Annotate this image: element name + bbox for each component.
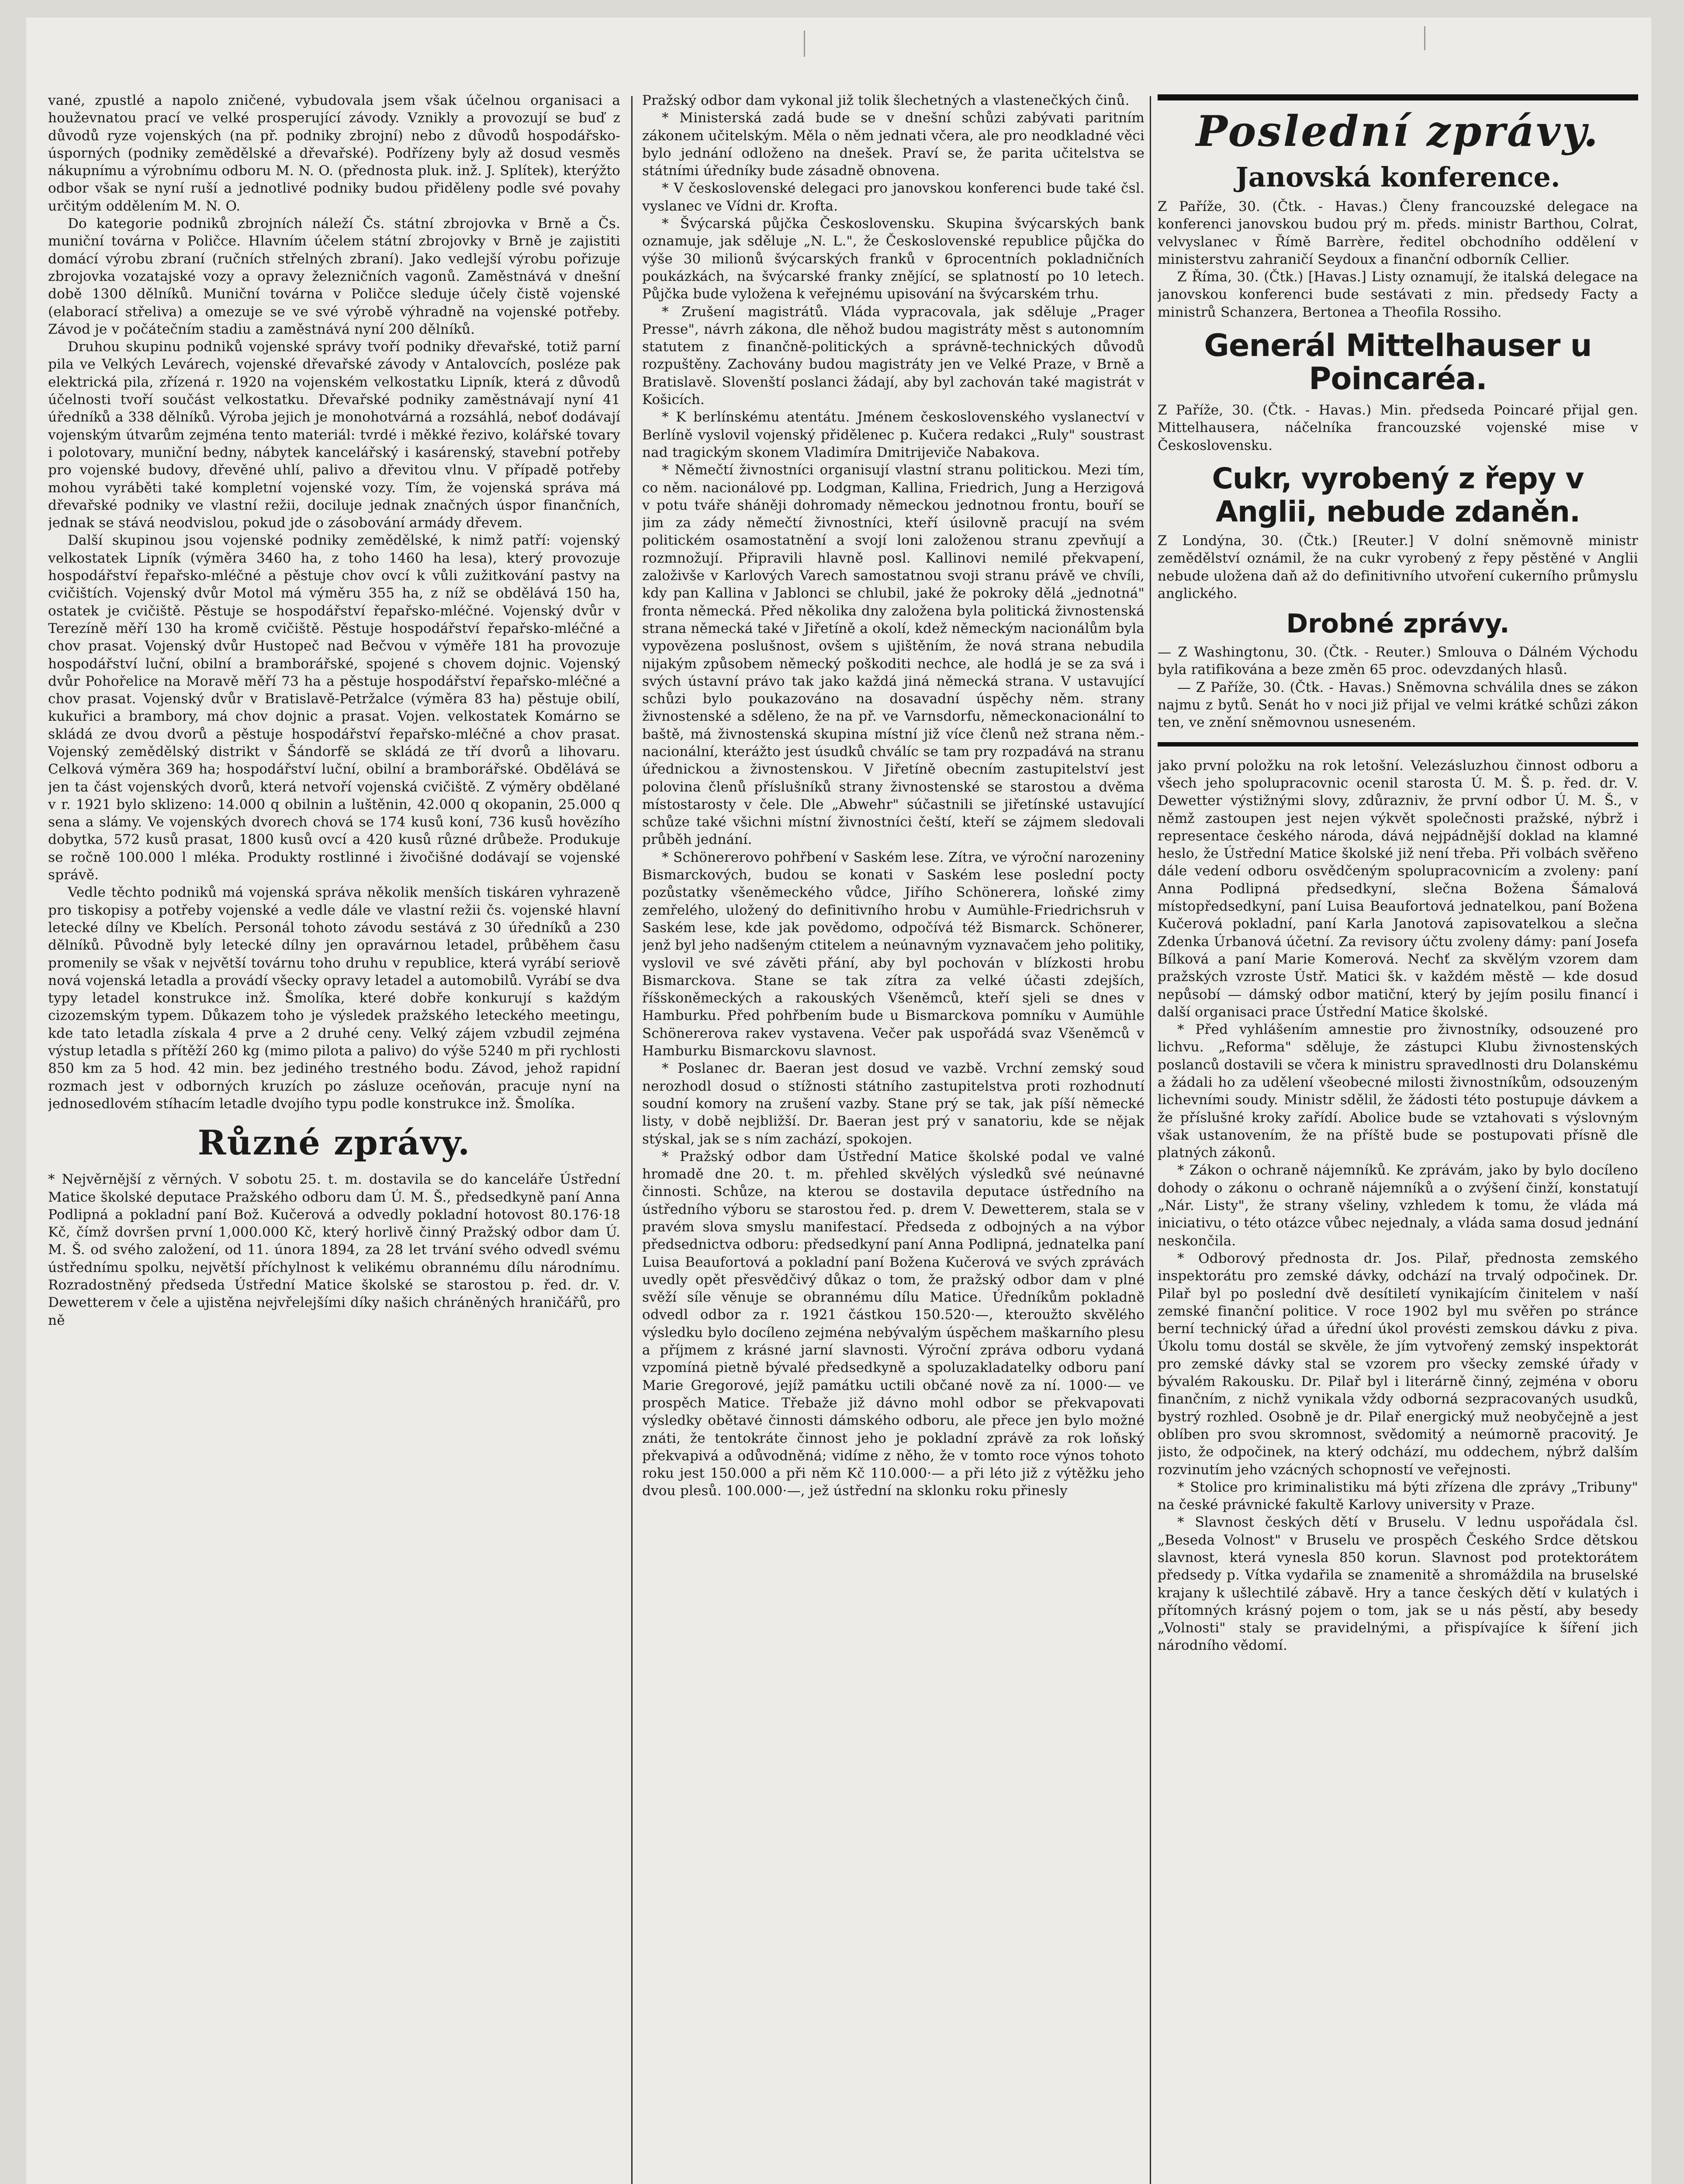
headline-drobne-zpravy: Drobné zprávy. [1286, 608, 1510, 639]
col1-paragraph: Vedle těchto podniků má vojenská správa několik menších tiskáren vyhrazeně pro tiskopisy a potřeby vojenské a vedle dále ve vlastní režii čs. vojenské hlavní letecké dílny ve Kbelích. Personál tohoto závodu sestává z 30 úředníků a 230 dělníků. Původně byly letecké dílny jen opravárnou letadel, průběhem času promenily se však v největší továrnu toho druhu v republice, která vyrábí seriově nová vojenská letadla a provádí všecky opravy letadel a automobilů. Vyrábí se dva typy letadel konstrukce inž. Šmolíka, které dobře konkurují s každým cizozemským typem. Důkazem toho je výsledek pražského leteckého meetingu, kde tato letadla získala 4 prve a 2 druhé ceny. Velký zájem vzbudil zejména výstup letadla s přítěží 260 kg (mimo pilota a palivo) do výše 5240 m při rychlosti 850 km za 5 hod. 42 min. bez jediného trestného bodu. Závod, jehož rapidní rozmach jest v odborných kruzích po zásluze oceňován, pracuje nyní na jednosedlovém stíhacím letadle dvojího typu podle konstrukce inž. Šmolíka. [48, 885, 620, 1112]
col2-paragraph: Pražský odbor dam vykonal již tolik šlechetných a vlastenečkých činů. [642, 93, 1130, 108]
column-3 [1158, 92, 1638, 2184]
col2-paragraph: * Poslanec dr. Baeran jest dosud ve vazbě. Vrchní zemský soud nerozhodl dosud o stížnosti státního zastupitelstva proti rozhodnutí soudní komory na zrušení vazby. Stane prý se tak, jak píší německé listy, v době nejbližší. Dr. Baeran jest prý v sanatoriu, kde se nějak stýskal, jak se s ním zachází, spokojen. [642, 1061, 1145, 1147]
headline-cukr: Cukr, vyrobený z řepy v Anglii, nebude zdaněn. [1212, 461, 1584, 529]
col2-paragraph: * K berlínskému atentátu. Jménem československého vyslanectví v Berlíně vyslovil vojenský přidělenec p. Kučera redakci „Ruly" soustrast nad tragickým skonem Vladimíra Dmitrijeviče Nabakova. [642, 409, 1145, 460]
column-2 [642, 92, 1145, 2184]
col3-paragraph: Z Říma, 30. (Čtk.) [Havas.] Listy oznamují, že italská delegace na janovskou konferenci bude sestávati z min. předsedy Facty a ministrů Schanzera, Bertonea a Theofila Rossiho. [1158, 269, 1638, 320]
col3-paragraph: — Z Paříže, 30. (Čtk. - Havas.) Sněmovna schválila dnes se zákon najmu z bytů. Senát ho v noci již přijal ve velmi krátké schůzi zákon ten, ve znění sněmovnou usneseném. [1158, 679, 1638, 731]
col2-paragraph: * Ministerská zadá bude se v dnešní schůzi zabývati paritním zákonem učitelským. Měla o něm jednati včera, ale pro neodkladné věci bylo jednání odloženo na dnešek. Praví se, že parita učitelstva se státními úředníky bude zásadně obnovena. [642, 110, 1145, 179]
col3-paragraph: * Zákon o ochraně nájemníků. Ke zprávám, jako by bylo docíleno dohody o zákonu o ochraně nájemníků a o zvýšení činží, konstatují „Nár. Listy", že strany všeliny, vzhledem k tomu, že vláda má iniciativu, o této otázce vůbec nejednaly, a vláda sama dosud jednání neskončila. [1158, 1162, 1638, 1249]
col2-paragraph: * Pražský odbor dam Ústřední Matice školské podal ve valné hromadě dne 20. t. m. přehled skvělých výsledků své neúnavné činnosti. Schůze, na kterou se dostavila deputace ústředního na ústředního výboru se starostou řed. p. drem V. Dewetterem, stala se v pravém slova smyslu manifestací. Předseda z odbojných a na výbor předsednictva odboru: předsedkyní paní Anna Podlipná, jednatelka paní Luisa Beaufortová a pokladní paní Božena Kučerová ve svých zprávách uvedly opět přesvědčivý důkaz o tom, že pražský odbor dam v plné svěží síle věnuje se obrannému dílu Matice. Úředníkům pokladně odvedl odbor za r. 1921 částkou 150.520·—, kteroužto skvělého výsledku bylo docíleno zejména nebývalým úspěchem maškarního plesu a příjmem z krásné jarní slavnosti. Výroční zpráva odboru vydaná vzpomíná pietně bývalé předsedkyně a spoluzakladatelky odboru paní Marie Gregorové, jejíž památku uctili občané nově za ní. 1000·— ve prospěch Matice. Třebaže již dávno mohl odbor se překvapovati výsledky obětavé činnosti dámského odboru, ale přece jen bylo možné znáti, že tentokráte činnost jeho je pokladní zprávě za rok loňský překvapivá a odůvodněná; vidíme z něho, že v tomto roce výnos tohoto roku jest 150.000 a při něm Kč 110.000·— a při léto již z výtěžku jeho dvou plesů. 100.000·—, jež ústřední na sklonku roku přinesly [642, 1148, 1145, 1499]
section-title-posledni-zpravy: Poslední zprávy. [1196, 107, 1600, 156]
col2-paragraph: * Švýcarská půjčka Československu. Skupina švýcarských bank oznamuje, jak sděluje „N. L.", že Československé republice půjčka do výše 30 milionů švýcarských franků v 6procentních pokladničních poukázkách, na švýcarské franky znějící, se splatností po 10 letech. Půjčka bude vyložena k veřejnému upisování na švýcarském trhu. [642, 216, 1145, 302]
col3-paragraph: Z Londýna, 30. (Čtk.) [Reuter.] V dolní sněmovně ministr zemědělství oznámil, že na cukr vyrobený z řepy pěstěné v Anglii nebude uložena daň až do definitivního utvoření cukerního průmyslu anglického. [1158, 532, 1638, 601]
col3-paragraph: Z Paříže, 30. (Čtk. - Havas.) Členy francouzské delegace na konferenci janovskou budou prý m. předs. ministr Barthou, Colrat, velvyslanec v Římě Barrère, ředitel obchodního oddělení v ministerstvu zahraničí Seydoux a finanční odborník Cellier. [1158, 199, 1638, 267]
col2-paragraph: * Schönererovo pohřbení v Saském lese. Zítra, ve výroční narozeniny Bismarckových, budou se konati v Saském lese poslední pocty pozůstatky všeněmeckého vůdce, Jiřího Schönerera, loňské zimy zemřelého, uložený do definitivního hrobu v Aumühle-Friedrichsruh v Saském lese, kde jak povědomo, odpočívá též Bismarck. Schönerer, jenž byl jeho nadšeným ctitelem a neúnavným vyznavačem jeho politiky, vyslovil ve své závěti přání, aby byl pochován v blízkosti hrobu Bismarckova. Stane se tak zítra za velké účasti zdejších, říšskoněmeckých a rakouských Všeněmců, kteří sjeli se dnes v Hamburku. Před pohřbením bude u Bismarckova pomníku v Aumühle Schönererova rakev vystavena. Večer pak uspořádá svaz Všeněmců v Hamburku Bismarckovu slavnost. [642, 849, 1145, 1059]
col3-paragraph: * Stolice pro kriminalistiku má býti zřízena dle zprávy „Tribuny" na české právnické fakultě Karlovy university v Praze. [1158, 1479, 1638, 1513]
col1-paragraph: vané, zpustlé a napolo zničené, vybudovala jsem však účelnou organisaci a houževnatou prací ve velké prosperující závody. Vznikly a provozují se buď z důvodů ryze vojenských (na př. podniky zbrojní) nebo z důvodů hospodářsko-úsporných (podniky zemědělské a dřevařské). Podřízeny byly až dosud vesměs nákupnímu a výrobnímu odboru M. N. O. (přednosta pluk. inž. J. Splítek), kterýžto odbor však se nyní ruší a jednotlivé podniky budou přiděleny podle své povahy určitým oddělením M. N. O. [48, 93, 620, 214]
col2-paragraph: * V československé delegaci pro janovskou konferenci bude také čsl. vyslanec ve Vídni dr. Krofta. [642, 180, 1145, 214]
col3-paragraph: * Slavnost českých dětí v Bruselu. V lednu uspořádala čsl. „Beseda Volnost" v Bruselu ve prospěch Českého Srdce dětskou slavnost, která vynesla 850 korun. Slavnost pod protektorátem předsedy p. Vítka vydařila se znamenitě a shromáždila na bruselské krajany k ušlechtilé zábavě. Hry a tance českých dětí v kulatých i přítomných krásný pojem o tom, jak se u nás pěstí, aby besedy „Volnosti" staly se pravidelnými, a přispívajíce k šíření jich národního vědomí. [1158, 1514, 1638, 1654]
col3-paragraph: — Z Washingtonu, 30. (Čtk. - Reuter.) Smlouva o Dálném Východu byla ratifikována a beze změn 65 proc. odevzdaných hlasů. [1158, 644, 1638, 678]
section-title-ruzne-zpravy: Různé zprávy. [197, 1123, 471, 1163]
col1-news-paragraph: * Nejvěrnější z věrných. V sobotu 25. t. m. dostavila se do kanceláře Ústřední Matice školské deputace Pražského odboru dam Ú. M. Š., předsedkyně paní Anna Podlipná a pokladní paní Bož. Kučerová a odvedly pokladní hotovost 80.176·18 Kč, čímž dovršen první 1,000.000 Kč, který horlivě činný Pražský odbor dam Ú. M. Š. od svého založení, od 11. února 1894, za 28 let trvání svého odvedl svému ústřednímu spolku, největší příchylnost k velikému obrannému dílu národnímu. Rozradostněný předseda Ústřední Matice školské se starostou p. řed. dr. V. Dewetterem v čele a ujistěna nejvřelejšími díky našich chráněných hraničářů, pro ně [48, 1171, 620, 1328]
col3-paragraph: * Před vyhlášením amnestie pro živnostníky, odsouzené pro lichvu. „Reforma" sděluje, že zástupci Klubu živnostenských poslanců dostavili se včera k ministru spravedlnosti dru Dolanskému a žádali ho za udělení všeobecné milosti živnostníkům, odsouzeným lichevními soudy. Ministr sdělil, že žádosti této postupuje dávkem a že příslušné kroky zařídí. Abolice bude se vztahovati s výslovným však ustanovením, že na příště bude se postupovati přísně dle platných zákonů. [1158, 1022, 1638, 1161]
section-divider-rule [1158, 742, 1638, 746]
col1-paragraph: Druhou skupinu podniků vojenské správy tvoří podniky dřevařské, totiž parní pila ve Velkých Levárech, vojenské dřevařské závody v Antalovcích, posléze pak elektrická pila, zřízená r. 1920 na vojenském velkostatku Lipník, která z důvodů účelnosti tvoří součást velkostatku. Dřevařské podniky zaměstnávají nyní 41 úředníků a 338 dělníků. Výroba jejich je monohotvárná a rozsáhlá, neboť dodávají vojenským útvarům zejména tento materiál: tvrdé i měkké řezivo, kolářské tovary i polotovary, muniční bedny, nábytek kancelářský i kasárenský, stavební potřeby pro vojenské budovy, dřevěné uhlí, palivo a dřevitou vlnu. V případě potřeby mohou vyráběti také kompletní vojenské vozy. Tím, že vojenská správa má dřevařské podniky ve vlastní režii, dociluje jednak značných úspor finančních, jednak se stává neodvislou, pokud jde o zásobování armády dřevem. [48, 339, 620, 531]
column-rule-1 [631, 96, 633, 2184]
column-1 [48, 92, 620, 2184]
col1-paragraph: Další skupinou jsou vojenské podniky zemědělské, k nimž patří: vojenský velkostatek Lipník (výměra 3460 ha, z toho 1460 ha lesa), který provozuje hospodářství řepařsko-mléčné a pěstuje chov ovcí k vůli zužitkování pastvy na cvičištích. Vojenský dvůr Motol má výměru 355 ha, z níž se obdělává 150 ha, ostatek je cvičiště. Pěstuje se hospodářství řepařsko-mléčné. Vojenský dvůr v Terezíně měří 130 ha kromě cvičiště. Pěstuje hospodářství řepařsko-mléčné a chov prasat. Vojenský dvůr Hustopeč nad Bečvou v výměře 181 ha provozuje hospodářství luční, obilní a bramborářské, spojené s chovem dojnic. Vojenský dvůr Pohořelice na Moravě měří 73 ha a pěstuje hospodářství řepařsko-mléčné a chov prasat. Vojenský dvůr v Bratislavě-Petržalce (výměra 83 ha) pěstuje obilí, kukuřici a brambory, má chov dojnic a prasat. Vojen. velkostatek Komárno se skládá ze dvou dvorů a pěstuje hospodářství řepařsko-mléčné a chov prasat. Vojenský zemědělský distrikt v Šándorfě se skládá ze tří dvorů a lihovaru. Celková výměra 369 ha; hospodářství luční, obilní a bramborářské. Obdělává se jen ta část vojenských dvorů, která netvoří vojenská cvičiště. Z výměry obdělané v r. 1921 bylo sklizeno: 14.000 q obilnin a luštěnin, 42.000 q okopanin, 25.000 q sena a slámy. Ve vojenských dvorech chová se 174 kusů koní, 736 kusů hovězího dobytka, 572 kusů prasat, 1800 kusů ovcí a 420 kusů různé drůbeže. Produkuje se ročně 100.000 l mléka. Produkty rostlinné i živočišné dodávají se vojenské správě. [48, 532, 620, 883]
headline-janovska-konference: Janovská konference. [1235, 161, 1560, 193]
top-thick-rule [1158, 94, 1638, 100]
col3-paragraph: * Odborový přednosta dr. Jos. Pilař, přednosta zemského inspektorátu pro zemské dávky, odchází na trvalý odpočinek. Dr. Pilař byl po poslední dvě desítiletí vynikajícím činitelem v naší zemské finanční politice. V roce 1902 byl mu svěřen po stránce berní technický úřad a úřední úkol provésti zemskou dávku z piva. Úkolu tomu dostál se skvěle, že jím vytvořený zemský inspektorát pro zemské dávky stal se vzorem pro všecky zemské úřady v bývalém Rakousku. Dr. Pilař byl i literárně činný, zejména v oboru finančním, z nichž vynikala vždy odborná sezpracovaných usudků, bystrý rozhled. Osobně je dr. Pilař energický muž neobyčejně a jest oblíben pro svou skromnost, svědomitý a neúmorně pracovitý. Je jisto, že odpočinek, na který odchází, mu oddechem, nýbrž dalším rozvinutím jeho vzácných schopností ve veřejnosti. [1158, 1250, 1638, 1478]
col1-paragraph: Do kategorie podniků zbrojních náleží Čs. státní zbrojovka v Brně a Čs. muniční továrna v Poličce. Hlavním účelem státní zbrojovky v Brně je zajistiti domácí výrobu zbraní (ručních střelných zbraní). Jako vedlejší výrobu pořizuje zbrojovka vozatajské vozy a opravy železničních vagonů. Zaměstnává v dnešní době 1300 dělníků. Muniční továrna v Poličce sleduje účely čistě vojenské (elaborací střeliva) a omezuje se ve své výrobě výhradně na vojenské potřeby. Závod je v počátečním stadiu a zaměstnává nyní 200 dělníků. [48, 216, 620, 337]
col2-paragraph: * Zrušení magistrátů. Vláda vypracovala, jak sděluje „Prager Presse", návrh zákona, dle něhož budou magistráty měst s autonomním statutem z finančně-politických a správně-technických důvodů rozpuštěny. Zachovány budou magistráty jen ve Velké Praze, v Brně a Bratislavě. Slovenští poslanci žádají, aby byl zachován také magistrát v Košicích. [642, 304, 1145, 408]
headline-mittelhauser: Generál Mittelhauser u Poincaréa. [1204, 328, 1592, 397]
col2-paragraph: * Němečtí živnostníci organisují vlastní stranu politickou. Mezi tím, co něm. nacionálové pp. Lodgman, Kallina, Friedrich, Jung a Herzigová v potu tváře sháněji dohromady německou jednotnou frontu, bouří se jim za zády němečtí živnostníci, kteří úsilovně pracují na svém politickém osamostatnění a svojí loni založenou stranu zpevňují a rozmnožují. Připravili hlavně posl. Kallinovi nemilé překvapení, založivše v Karlových Varech samostatnou svoji stranu právě ve chvíli, kdy pan Kallina v Jablonci se chlubil, jaké že pokroky dělá „jednotná" fronta německá. Před několika dny založena byla politická živnostenská strana německá také v Jiřetíně a okolí, kdež německým nacionálům byla vypovězena poslušnost, ovšem s ujištěním, že nová strana nebudila nijakým způsobem německý poškoditi nechce, ale hodlá je se za svá i svých ústavní právo tak jako každá jiná německá strana. V ustavující schůzi bylo poukazováno na dosavadní úspěchy něm. strany živnostenské a sděleno, že na př. ve Varnsdorfu, německonacionální to baště, má živnostenská skupina místní již více členů než strana něm.-nacionální, kterážto jest úsudků chválíc se tam pry rozpadává na stranu úřednickou a živnostenskou. V Jiřetíně obecním zastupitelství jest polovina členů příslušníků strany živnostenské se starostou a dvěma místostarosty v čele. Dle „Abwehr" súčastnili se jiřetínské ustavující schůze také všichni místní živnostníci čeští, kteří se zájmem sledovali průběh jednání. [642, 462, 1145, 848]
col3-paragraph: jako první položku na rok letošní. Velezásluzhou činnost odboru a všech jeho spolupracovnic ocenil starosta Ú. M. Š. p. řed. dr. V. Dewetter výstižnými slovy, zdůrazniv, že první odbor Ú. M. Š., v němž zastoupen jest nejen výkvět společnosti pražské, nýbrž i representace českého národa, dává nejpádnější doklad na klamné heslo, že Ústřední Matice školské již není třeba. Při volbách svěřeno dále vedení odboru osvědčeným spolupracovnicím a zvoleny: paní Anna Podlipná předsedkyní, slečna Božena Šámalová místopředsedkyní, paní Luisa Beaufortová jednatelkou, paní Božena Kučerová pokladní, paní Karla Janotová zapisovatelkou a slečna Zdenka Úrbanová účetní. Za revisory účtu zvoleny dámy: paní Josefa Bílková a paní Marie Komerová. Nechť za skvělým vzorem dam pražských vzroste Ústř. Matici šk. v každém městě — kde dosud nepůsobí — dámský odbor matiční, který by jejím posilu financí i další organisaci prace Ústřední Matice školské. [1158, 757, 1638, 1020]
newspaper-page [26, 17, 1651, 2184]
col3-paragraph: Z Paříže, 30. (Čtk. - Havas.) Min. předseda Poincaré přijal gen. Mittelhausera, náčelníka francouzské vojenské mise v Československu. [1158, 402, 1638, 453]
column-rule-2 [1150, 96, 1151, 2184]
